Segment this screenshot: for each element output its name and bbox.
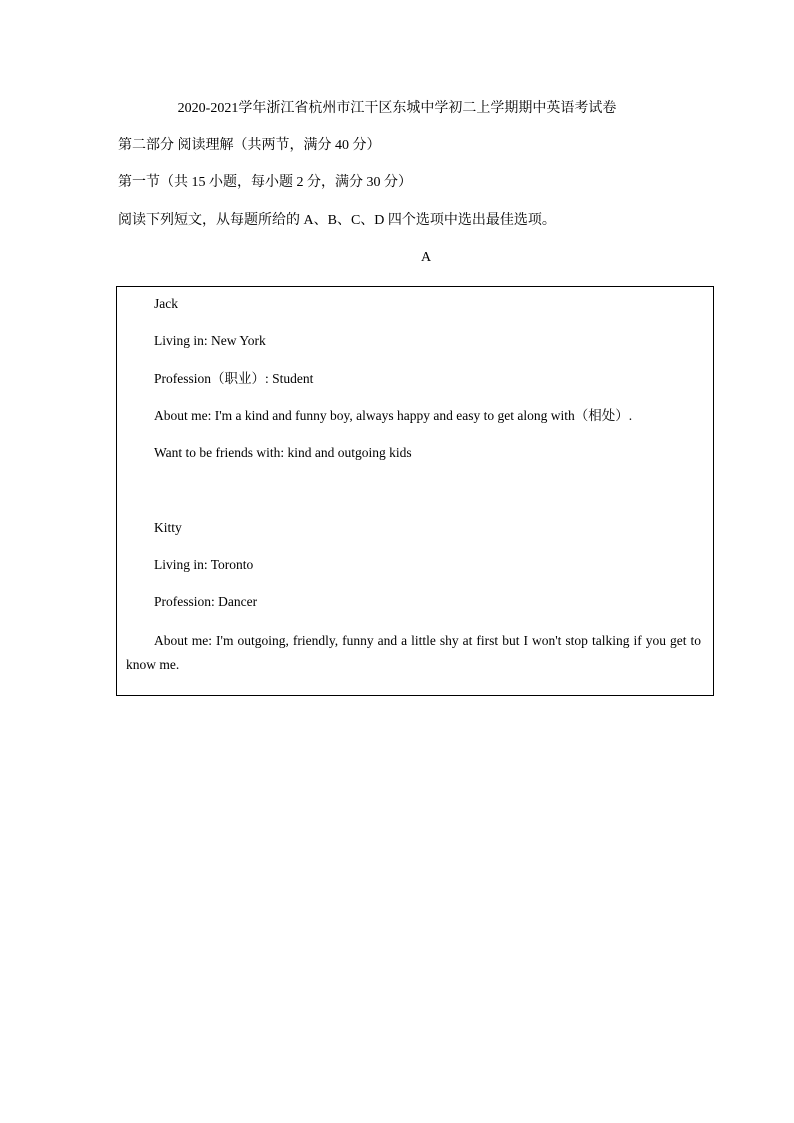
section-heading: 第一节（共 15 小题，每小题 2 分，满分 30 分）: [118, 175, 412, 190]
profile-want-jack: Want to be friends with: kind and outgoing kids: [154, 445, 412, 460]
exam-title: 2020-2021学年浙江省杭州市江干区东城中学初二上学期期中英语考试卷: [177, 101, 617, 116]
profile-about-jack: About me: I'm a kind and funny boy, always happy and easy to get along with（相处）.: [154, 408, 633, 423]
profile-profession-jack: Profession（职业）: Student: [154, 371, 314, 386]
profile-name-jack: Jack: [154, 296, 178, 311]
passage-label: A: [420, 250, 432, 265]
passage-box: [116, 286, 714, 696]
part-heading: 第二部分 阅读理解（共两节，满分 40 分）: [118, 138, 381, 153]
profile-name-kitty: Kitty: [154, 520, 182, 535]
profile-about-kitty: About me: I'm outgoing, friendly, funny and a little shy at first but I won't stop talking if you get to know me.: [126, 633, 701, 672]
profile-living-jack: Living in: New York: [154, 333, 266, 348]
reading-instructions: 阅读下列短文，从每题所给的 A、B、C、D 四个选项中选出最佳选项。: [118, 213, 556, 228]
profile-living-kitty: Living in: Toronto: [154, 557, 254, 572]
profile-profession-kitty: Profession: Dancer: [154, 594, 258, 609]
